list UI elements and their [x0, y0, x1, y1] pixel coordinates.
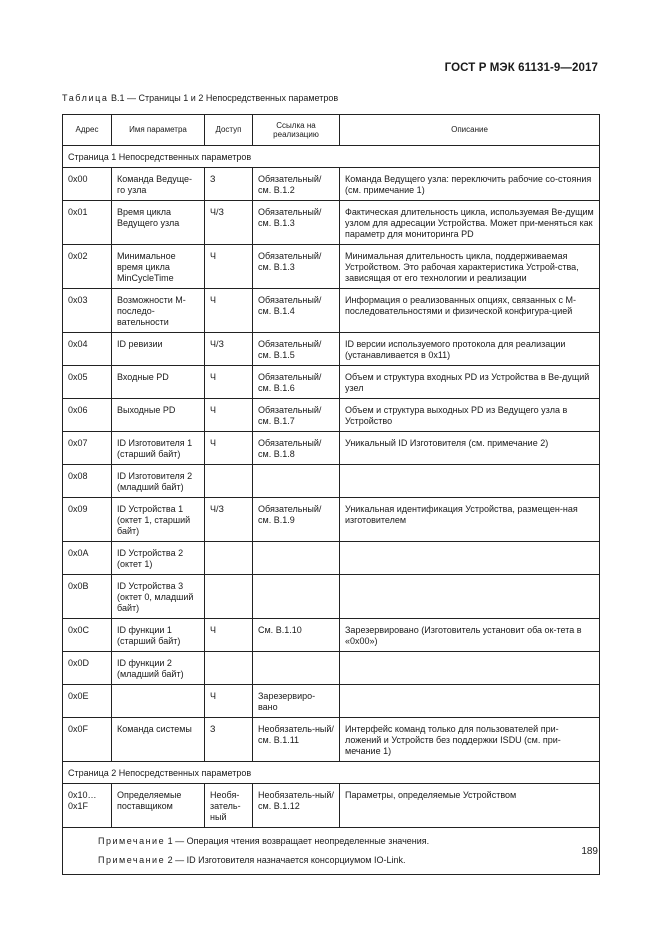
page-number: 189 — [581, 846, 598, 857]
cell-access: Ч — [205, 619, 253, 652]
cell-description: Информация о реализованных опциях, связанных с М-последовательностями и физической конфигура-цией — [340, 289, 600, 333]
section-title: Страница 1 Непосредственных параметров — [63, 146, 600, 168]
cell-reference: Обязательный/ см. В.1.8 — [253, 432, 340, 465]
cell-parameter-name: ID Устройства 1 (октет 1, старший байт) — [112, 498, 205, 542]
cell-parameter-name: Команда системы — [112, 718, 205, 762]
cell-parameter-name: ID Устройства 3 (октет 0, младший байт) — [112, 575, 205, 619]
col-header-address: Адрес — [63, 115, 112, 146]
cell-parameter-name: ID ревизии — [112, 333, 205, 366]
cell-description: Уникальный ID Изготовителя (см. примечание 2) — [340, 432, 600, 465]
cell-access: Ч — [205, 289, 253, 333]
cell-reference — [253, 652, 340, 685]
cell-parameter-name: Выходные PD — [112, 399, 205, 432]
cell-parameter-name: Входные PD — [112, 366, 205, 399]
cell-address: 0x09 — [63, 498, 112, 542]
cell-access: Необя-затель-ный — [205, 784, 253, 828]
cell-description: Зарезервировано (Изготовитель установит оба ок-тета в «0x00») — [340, 619, 600, 652]
note-text: 2 — ID Изготовителя назначается консорциумом IO-Link. — [167, 855, 406, 865]
cell-address: 0x0A — [63, 542, 112, 575]
table-row — [63, 718, 600, 762]
cell-reference — [253, 542, 340, 575]
cell-reference: Обязательный/ см. В.1.4 — [253, 289, 340, 333]
cell-address: 0x05 — [63, 366, 112, 399]
cell-access: З — [205, 718, 253, 762]
table-body — [63, 146, 600, 875]
table-row — [63, 619, 600, 652]
cell-description — [340, 575, 600, 619]
cell-reference: Обязательный/ см. В.1.7 — [253, 399, 340, 432]
cell-reference: Обязательный/ см. В.1.3 — [253, 245, 340, 289]
cell-description: Объем и структура входных PD из Устройства в Ве-дущий узел — [340, 366, 600, 399]
table-row — [63, 399, 600, 432]
cell-access — [205, 575, 253, 619]
note-label: Примечание — [98, 836, 166, 846]
cell-description: Интерфейс команд только для пользователей при-ложений и Устройств без поддержки ISDU (см. при-мечание 1) — [340, 718, 600, 762]
cell-description: ID версии используемого протокола для реализации (устанавливается в 0x11) — [340, 333, 600, 366]
cell-address: 0x01 — [63, 201, 112, 245]
cell-address: 0x0E — [63, 685, 112, 718]
cell-description: Объем и структура выходных PD из Ведущего узла в Устройство — [340, 399, 600, 432]
caption-label: Таблица — [62, 93, 109, 103]
document-header: ГОСТ Р МЭК 61131-9—2017 — [444, 62, 598, 74]
col-header-reference: Ссылка на реализацию — [253, 115, 340, 146]
table-row — [63, 289, 600, 333]
cell-access: Ч/З — [205, 333, 253, 366]
col-header-name: Имя параметра — [112, 115, 205, 146]
cell-access: Ч — [205, 366, 253, 399]
cell-reference: Обязательный/ см. В.1.2 — [253, 168, 340, 201]
cell-description: Команда Ведущего узла: переключить рабочие со-стояния (см. примечание 1) — [340, 168, 600, 201]
table-header-row — [63, 115, 600, 146]
cell-parameter-name — [112, 685, 205, 718]
table-row — [63, 542, 600, 575]
cell-access — [205, 652, 253, 685]
cell-access: З — [205, 168, 253, 201]
cell-address: 0x04 — [63, 333, 112, 366]
note-label: Примечание — [98, 855, 166, 865]
cell-access: Ч/З — [205, 201, 253, 245]
table-row — [63, 784, 600, 828]
cell-address: 0x06 — [63, 399, 112, 432]
cell-parameter-name: ID функции 1 (старший байт) — [112, 619, 205, 652]
caption-text: В.1 — Страницы 1 и 2 Непосредственных параметров — [111, 93, 339, 103]
cell-reference: Зарезервиро-вано — [253, 685, 340, 718]
cell-parameter-name: Определяемые поставщиком — [112, 784, 205, 828]
cell-address: 0x07 — [63, 432, 112, 465]
cell-description — [340, 542, 600, 575]
cell-address: 0x0F — [63, 718, 112, 762]
cell-description — [340, 465, 600, 498]
table-row — [63, 465, 600, 498]
table-row — [63, 245, 600, 289]
table-row — [63, 498, 600, 542]
cell-parameter-name: ID Устройства 2 (октет 1) — [112, 542, 205, 575]
cell-reference: Обязательный/ см. В.1.9 — [253, 498, 340, 542]
section-row-page1 — [63, 146, 600, 168]
cell-access: Ч — [205, 432, 253, 465]
cell-description: Фактическая длительность цикла, используемая Ве-дущим узлом для адресации Устройства. Может при-меняться как параметр для мониторинга PD — [340, 201, 600, 245]
col-header-access: Доступ — [205, 115, 253, 146]
table-row — [63, 366, 600, 399]
cell-access: Ч — [205, 245, 253, 289]
cell-address: 0x0B — [63, 575, 112, 619]
parameters-table — [62, 114, 600, 875]
cell-address: 0x0C — [63, 619, 112, 652]
cell-address: 0x03 — [63, 289, 112, 333]
cell-access — [205, 542, 253, 575]
cell-parameter-name: ID функции 2 (младший байт) — [112, 652, 205, 685]
cell-address: 0x08 — [63, 465, 112, 498]
cell-reference: Обязательный/ см. В.1.3 — [253, 201, 340, 245]
cell-reference: Необязатель-ный/см. В.1.11 — [253, 718, 340, 762]
cell-access: Ч — [205, 685, 253, 718]
table-row — [63, 685, 600, 718]
cell-parameter-name: Команда Ведуще-го узла — [112, 168, 205, 201]
cell-description: Параметры, определяемые Устройством — [340, 784, 600, 828]
cell-access: Ч — [205, 399, 253, 432]
table-row — [63, 168, 600, 201]
cell-parameter-name: ID Изготовителя 2 (младший байт) — [112, 465, 205, 498]
cell-access — [205, 465, 253, 498]
table-row — [63, 333, 600, 366]
col-header-description: Описание — [340, 115, 600, 146]
cell-address: 0x00 — [63, 168, 112, 201]
cell-access: Ч/З — [205, 498, 253, 542]
cell-parameter-name: ID Изготовителя 1 (старший байт) — [112, 432, 205, 465]
table-caption — [62, 93, 338, 103]
table-row — [63, 575, 600, 619]
table-row — [63, 652, 600, 685]
cell-description: Минимальная длительность цикла, поддерживаемая Устройством. Это рабочая характеристика Устрой-ства, зависящая от его технологии и реализации — [340, 245, 600, 289]
section-title: Страница 2 Непосредственных параметров — [63, 762, 600, 784]
cell-address: 0x02 — [63, 245, 112, 289]
cell-description — [340, 652, 600, 685]
cell-address: 0x0D — [63, 652, 112, 685]
table-row — [63, 201, 600, 245]
section-row-page2 — [63, 762, 600, 784]
cell-parameter-name: Возможности М-последо-вательности — [112, 289, 205, 333]
cell-reference: См. В.1.10 — [253, 619, 340, 652]
cell-description — [340, 685, 600, 718]
cell-address: 0x10… 0x1F — [63, 784, 112, 828]
note-text: 1 — Операция чтения возвращает неопределенные значения. — [167, 836, 430, 846]
cell-description: Уникальная идентификация Устройства, размещен-ная изготовителем — [340, 498, 600, 542]
cell-reference: Необязатель-ный/см. В.1.12 — [253, 784, 340, 828]
cell-reference: Обязательный/ см. В.1.5 — [253, 333, 340, 366]
cell-reference — [253, 465, 340, 498]
table-row — [63, 432, 600, 465]
cell-reference: Обязательный/ см. В.1.6 — [253, 366, 340, 399]
cell-parameter-name: Время цикла Ведущего узла — [112, 201, 205, 245]
cell-reference — [253, 575, 340, 619]
cell-parameter-name: Минимальное время цикла MinCycleTime — [112, 245, 205, 289]
